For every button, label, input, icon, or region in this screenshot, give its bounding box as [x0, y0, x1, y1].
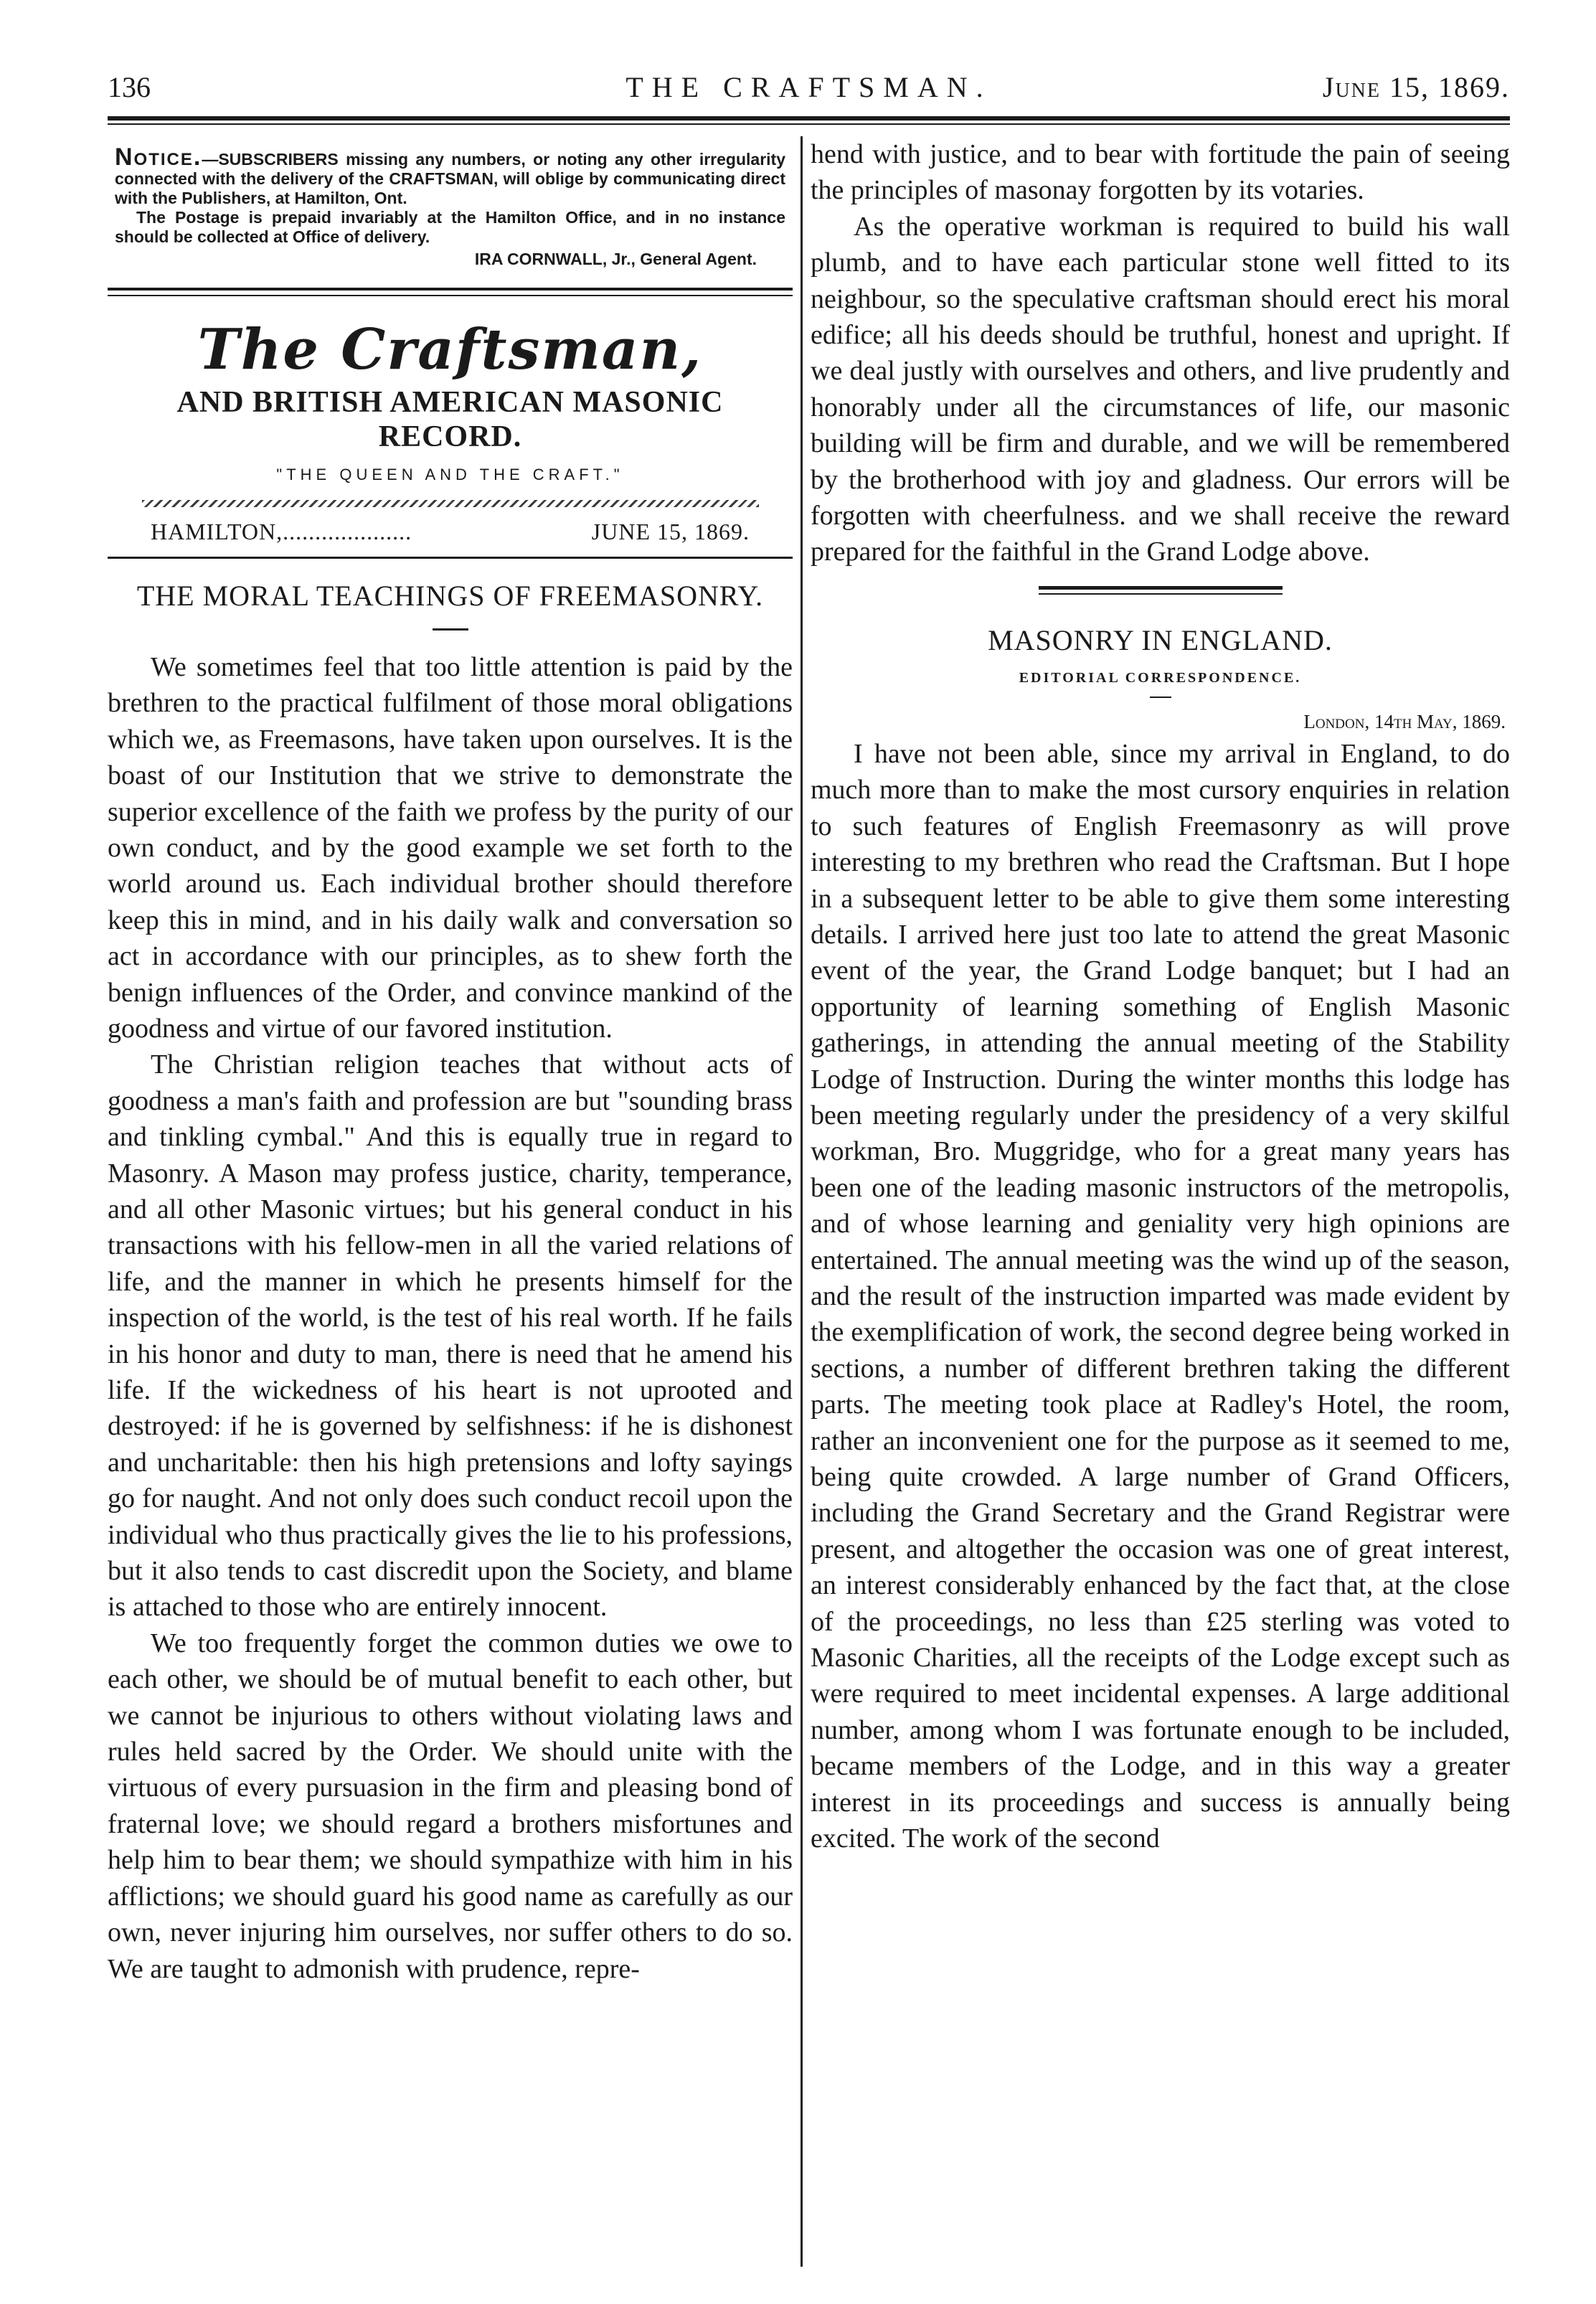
article-paragraph: We too frequently forget the common duties we owe to each other, we should be of mutual benefit to each other, but we cannot be injurious to others without violating laws and rules held sacred by the Order. We should unite with the virtuous of every pursuasion in the firm and pleasing bond of fraternal love; we should regard a brothers misfortunes and help him to bear them; we should sympathize with him in his afflictions; we should guard his good name as carefully as our own, never injuring him ourselves, nor suffer others to do so. We are taught to admonish with prudence, repre-	[108, 1628, 793, 1984]
ornamental-rule	[142, 500, 759, 507]
notice-agent: IRA CORNWALL, Jr., General Agent.	[474, 250, 757, 268]
page-number: 136	[108, 71, 151, 103]
section-rule-thin	[1039, 593, 1283, 595]
article-paragraph: The Christian religion teaches that without acts of goodness a man's faith and profession are but "sounding brass and tinkling cymbal." And this is equally true in regard to Masonry. A Mason may profess justice, charity, temperance, and all other Masonic virtues; but his general conduct in his transactions with his fellow-men in all the varied relations of life, and the manner in which he presents himself for the inspection of the world, is the test of his real worth. If he fails in his honor and duty to man, there is need that he amend his life. If the wickedness of his heart is not uprooted and destroyed: if he is governed by selfishness: if he is dishonest and uncharitable: then his high pretensions and lofty sayings go for naught. And not only does such conduct recoil upon the individual who thus practically gives the lie to his professions, but it also tends to cast discredit upon the Society, and blame is attached to those who are entirely innocent.	[108, 1049, 793, 1623]
page-header	[108, 70, 1510, 113]
section-rule-thick	[1039, 586, 1283, 590]
article-body	[108, 649, 793, 1987]
notice-postage: The Postage is prepaid invariably at the Hamilton Office, and in no instance should be collected at Office of delivery.	[115, 208, 785, 246]
dateline-date: JUNE 15, 1869.	[591, 518, 750, 544]
section-rule	[1039, 586, 1283, 595]
dateline	[151, 519, 750, 545]
notice-body: —SUBSCRIBERS missing any numbers, or noting any other irregularity connected with the delivery of the CRAFTSMAN, will oblige by communicating direct with the Publishers, at Hamilton, Ont.	[115, 150, 785, 207]
subscriber-notice	[115, 143, 785, 269]
header-rule	[108, 116, 1510, 121]
column-divider	[801, 136, 803, 2267]
section-byline: London, 14th May, 1869.	[1303, 710, 1506, 732]
masthead	[108, 317, 793, 559]
dateline-place: HAMILTON,....................	[151, 518, 412, 544]
right-column	[811, 136, 1510, 1856]
masthead-motto: "THE QUEEN AND THE CRAFT."	[276, 465, 624, 483]
notice-rule	[108, 288, 793, 291]
running-title: THE CRAFTSMAN.	[625, 71, 992, 103]
title-dash	[433, 628, 468, 631]
masthead-name: The Craftsman,	[197, 317, 703, 382]
article-paragraph: As the operative workman is required to build his wall plumb, and to have each particular stone well fitted to its neighbour, so the speculative craftsman should erect his moral edifice; all his deeds should be truthful, honest and upright. If we deal justly with ourselves and others, and live prudently and honorably under all the circumstances of life, our masonic building will be firm and durable, and we will be remembered by the brotherhood with joy and gladness. Our errors will be forgotten with cheerfulness. and we shall receive the reward prepared for the faithful in the Grand Lodge above.	[811, 211, 1510, 567]
section-title: MASONRY IN ENGLAND.	[988, 623, 1333, 656]
header-rule-thin	[108, 123, 1510, 125]
article-paragraph: We sometimes feel that too little attention is paid by the brethren to the practical fulfilment of those moral obligations which we, as Freemasons, have taken upon ourselves. It is the boast of our Institution that we strive to demonstrate the superior excellence of the faith we profess by the purity of our own conduct, and by the good example we set forth to the world around us. Each individual brother should therefore keep this in mind, and in his daily walk and conversation so act in accordance with our principles, as to shew forth the benign influences of the Order, and convince mankind of the goodness and virtue of our favored institution.	[108, 651, 793, 1044]
article-paragraph: hend with justice, and to bear with fortitude the pain of seeing the principles of masonay forgotten by its votaries.	[811, 139, 1510, 206]
notice-rule-thin	[108, 295, 793, 296]
left-column	[108, 136, 793, 1987]
running-date: June 15, 1869.	[1322, 71, 1510, 103]
masthead-subtitle: AND BRITISH AMERICAN MASONIC RECORD.	[176, 385, 724, 453]
notice-text	[115, 143, 785, 208]
dateline-rule	[108, 557, 793, 559]
section-dash	[1150, 697, 1171, 698]
notice-lead: Notice.	[115, 143, 202, 171]
section-subtitle: EDITORIAL CORRESPONDENCE.	[1019, 669, 1302, 686]
section-body	[811, 736, 1510, 1857]
article-title: THE MORAL TEACHINGS OF FREEMASONRY.	[136, 579, 764, 612]
article-continuation	[811, 136, 1510, 570]
section-paragraph: I have not been able, since my arrival in England, to do much more than to make the most cursory enquiries in relation to such features of English Freemasonry as will prove interesting to my brethren who read the Craftsman. But I hope in a subsequent letter to be able to give them some interesting details. I arrived here just too late to attend the great Masonic event of the year, the Grand Lodge banquet; but I had an opportunity of learning something of English Masonic gatherings, in attending the annual meeting of the Stability Lodge of Instruction. During the winter months this lodge has been meeting regularly under the presidency of a very skilful workman, Bro. Muggridge, who for a great many years has been one of the leading masonic instructors of the metropolis, and of whose learning and geniality very high opinions are entertained. The annual meeting was the wind up of the season, and the result of the instruction imparted was made evident by the exemplification of work, the second degree being worked in sections, a number of different brethren taking the different parts. The meeting took place at Radley's Hotel, the room, rather an inconvenient one for the purpose as it seemed to me, being quite crowded. A large number of Grand Officers, including the Grand Secretary and the Grand Registrar were present, and altogether the occasion was one of great interest, an interest considerably enhanced by the fact that, at the close of the proceedings, no less than £25 sterling was voted to Masonic Charities, all the receipts of the Lodge except such as were required to meet incidental expenses. A large additional number, among whom I was fortunate enough to be included, became members of the Lodge, and in this way a greater interest in its proceedings and success is annually being excited. The work of the second	[811, 738, 1510, 1854]
